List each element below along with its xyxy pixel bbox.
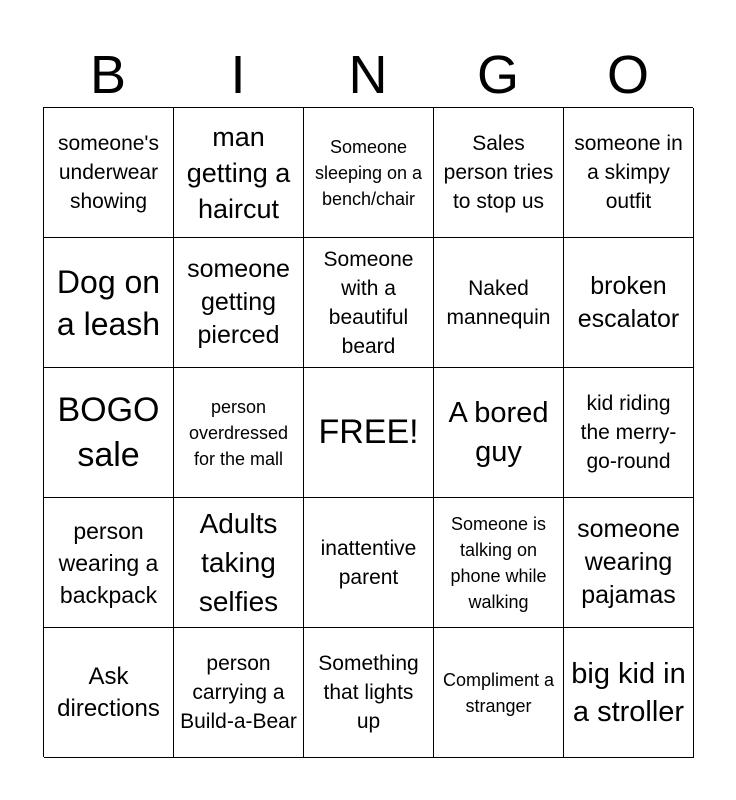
bingo-cell-r4-c4[interactable] [434,498,564,628]
cell-text: Someone sleeping on a bench/chair [314,136,423,209]
bingo-header [43,42,693,108]
cell-text: kid riding the merry-go-round [580,392,677,473]
bingo-cell-r1-c1[interactable] [44,108,174,238]
cell-text: person wearing a backpack [58,517,159,608]
cell-text: person carrying a Build-a-Bear [180,652,297,733]
bingo-cell-r1-c3[interactable] [304,108,434,238]
header-letter-i: I [230,45,246,105]
cell-text: A bored guy [448,396,549,468]
bingo-cell-r3-c2[interactable] [174,368,304,498]
bingo-cell-r1-c4[interactable] [434,108,564,238]
cell-text: inattentive parent [320,536,417,589]
header-letter-o: O [606,45,649,105]
cell-text: Sales person tries to stop us [443,132,554,213]
cell-text: person overdressed for the mall [188,396,289,469]
bingo-cell-r2-c1[interactable] [44,238,174,368]
cell-text: someone in a skimpy outfit [574,132,683,213]
header-letter-b: B [89,45,127,105]
cell-text: Something that lights up [318,652,419,733]
bingo-cell-r4-c2[interactable] [174,498,304,628]
bingo-cell-r4-c5[interactable] [564,498,694,628]
bingo-cell-r2-c4[interactable] [434,238,564,368]
header-letter-n: N [348,45,388,105]
bingo-cell-r3-c4[interactable] [434,368,564,498]
bingo-cell-r5-c5[interactable] [564,628,694,758]
cell-text: someone getting pierced [187,255,290,349]
cell-text: Dog on a leash [56,263,161,342]
cell-text: big kid in a stroller [571,657,686,728]
cell-text: Adults taking selfies [198,508,279,617]
cell-text: someone's underwear showing [58,132,159,213]
cell-text: broken escalator [577,271,680,333]
bingo-cell-r4-c1[interactable] [44,498,174,628]
bingo-cell-free[interactable] [304,368,434,498]
bingo-board [43,107,693,757]
bingo-cell-r3-c1[interactable] [44,368,174,498]
bingo-cell-r2-c2[interactable] [174,238,304,368]
bingo-cell-r1-c5[interactable] [564,108,694,238]
bingo-cell-r5-c2[interactable] [174,628,304,758]
cell-text: man getting a haircut [186,121,291,224]
bingo-cell-r4-c3[interactable] [304,498,434,628]
bingo-cell-r1-c2[interactable] [174,108,304,238]
free-space-label: FREE! [318,413,419,451]
cell-text: someone wearing pajamas [577,515,680,609]
cell-text: Someone is talking on phone while walking [450,513,547,612]
cell-text: Naked mannequin [446,276,551,329]
cell-text: BOGO sale [57,390,160,474]
header-letter-g: G [476,45,519,105]
cell-text: Ask directions [57,662,160,722]
cell-text: Compliment a stranger [442,669,555,716]
bingo-cell-r2-c3[interactable] [304,238,434,368]
bingo-cell-r3-c5[interactable] [564,368,694,498]
bingo-cell-r2-c5[interactable] [564,238,694,368]
bingo-cell-r5-c3[interactable] [304,628,434,758]
bingo-cell-r5-c4[interactable] [434,628,564,758]
bingo-cell-r5-c1[interactable] [44,628,174,758]
cell-text: Someone with a beautiful beard [323,247,414,358]
